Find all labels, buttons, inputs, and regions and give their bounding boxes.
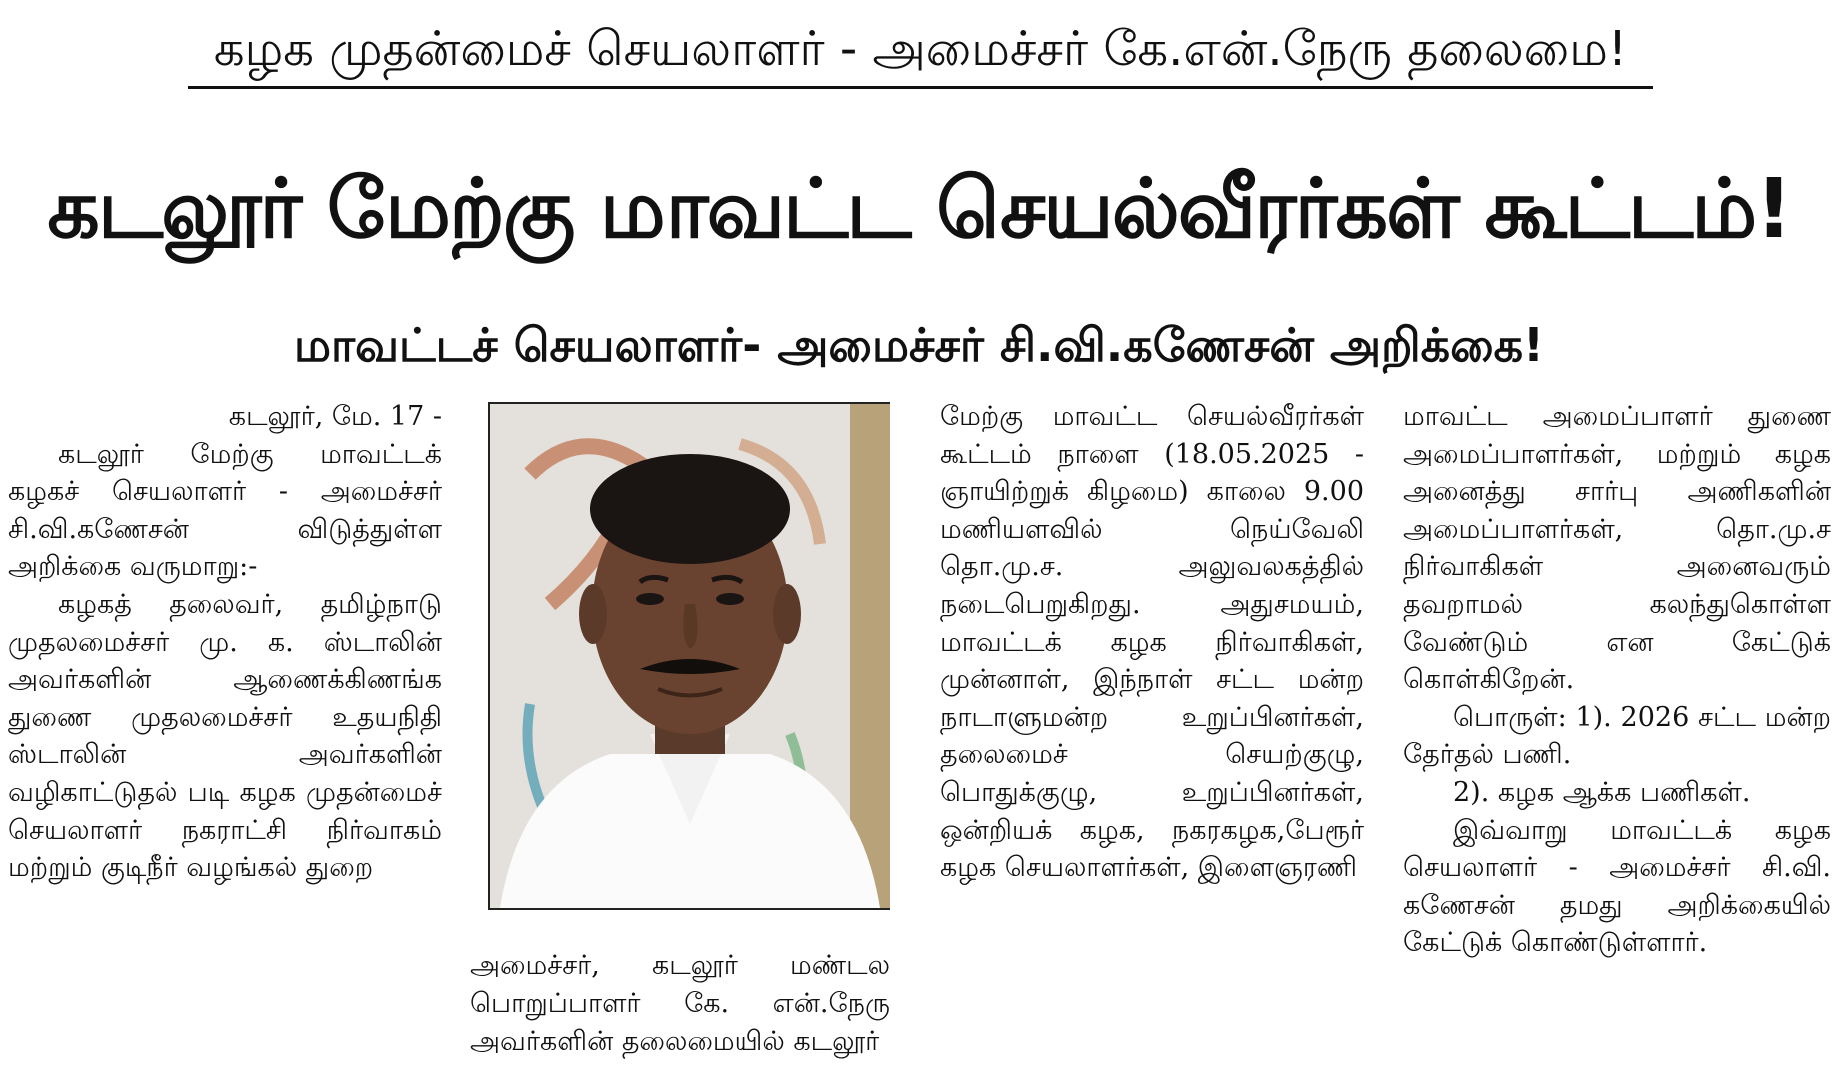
article-column-1: [8, 398, 442, 1082]
paragraph: கழகத் தலைவர், தமிழ்நாடு முதலமைச்சர் மு. க. ஸ்டாலின் அவர்களின் ஆணைக்கிணங்க துணை முதலமைச்சர் உதயநிதி ஸ்டாலின் அவர்களின் வழிகாட்டுதல் படி கழக முதன்மைச் செயலாளர் நகராட்சி நிர்வாகம் மற்றும் குடிநீர் வழங்கல் துறை: [8, 588, 442, 884]
paragraph: 2). கழக ஆக்க பணிகள்.: [1453, 776, 1751, 808]
paragraph: மாவட்ட அமைப்பாளர் துணை அமைப்பாளர்கள், மற்றும் கழக அனைத்து சார்பு அணிகளின் அமைப்பாளர்கள், தொ.மு.ச நிர்வாகிகள் அனைவரும் தவறாமல் கலந்துகொள்ள வேண்டும் என கேட்டுக் கொள்கிறேன்.: [1403, 401, 1831, 696]
photo-column: [470, 398, 890, 1082]
kicker-line: கழக முதன்மைச் செயலாளர் - அமைச்சர் கே.என்.நேரு தலைமை!: [213, 21, 1628, 77]
paragraph: மேற்கு மாவட்ட செயல்வீரர்கள் கூட்டம் நாளை (18.05.2025 - ஞாயிற்றுக் கிழமை) காலை 9.00 மணியளவில் நெய்வேலி தொ.மு.ச. அலுவலகத்தில் நடைபெறுகிறது. அதுசமயம், மாவட்டக் கழக நிர்வாகிகள், முன்னாள், இந்நாள் சட்ட மன்ற நாடாளுமன்ற உறுப்பினர்கள், தலைமைச் செயற்குழு, பொதுக்குழு, உறுப்பினர்கள், ஒன்றியக் கழக, நகரகழக,பேரூர் கழக செயலாளர்கள், இளைஞரணி: [940, 401, 1364, 884]
paragraph: கடலூர் மேற்கு மாவட்டக் கழகச் செயலாளர் - அமைச்சர் சி.வி.கணேசன் விடுத்துள்ள அறிக்கை வருமாறு:-: [8, 438, 442, 583]
headline: கடலூர் மேற்கு மாவட்ட செயல்வீரர்கள் கூட்டம்!: [47, 162, 1791, 257]
article-column-3: [940, 398, 1364, 1082]
paragraph: இவ்வாறு மாவட்டக் கழக செயலாளர் - அமைச்சர் சி.வி. கணேசன் தமது அறிக்கையில் கேட்டுக் கொண்டுள்ளார்.: [1403, 814, 1831, 959]
portrait-photo: [488, 402, 890, 910]
paragraph: பொருள்: 1). 2026 சட்ட மன்ற தேர்தல் பணி.: [1403, 701, 1831, 771]
dateline: கடலூர், மே. 17 -: [228, 401, 442, 432]
photo-caption: அமைச்சர், கடலூர் மண்டல பொறுப்பாளர் கே. என்.நேரு அவர்களின் தலைமையில் கடலூர்: [470, 950, 890, 1057]
portrait-illustration: [490, 404, 890, 908]
article-column-4: [1403, 398, 1831, 1082]
subheadline: மாவட்டச் செயலாளர்- அமைச்சர் சி.வி.கணேசன் அறிக்கை!: [293, 318, 1545, 372]
kicker-underline: [188, 86, 1653, 89]
